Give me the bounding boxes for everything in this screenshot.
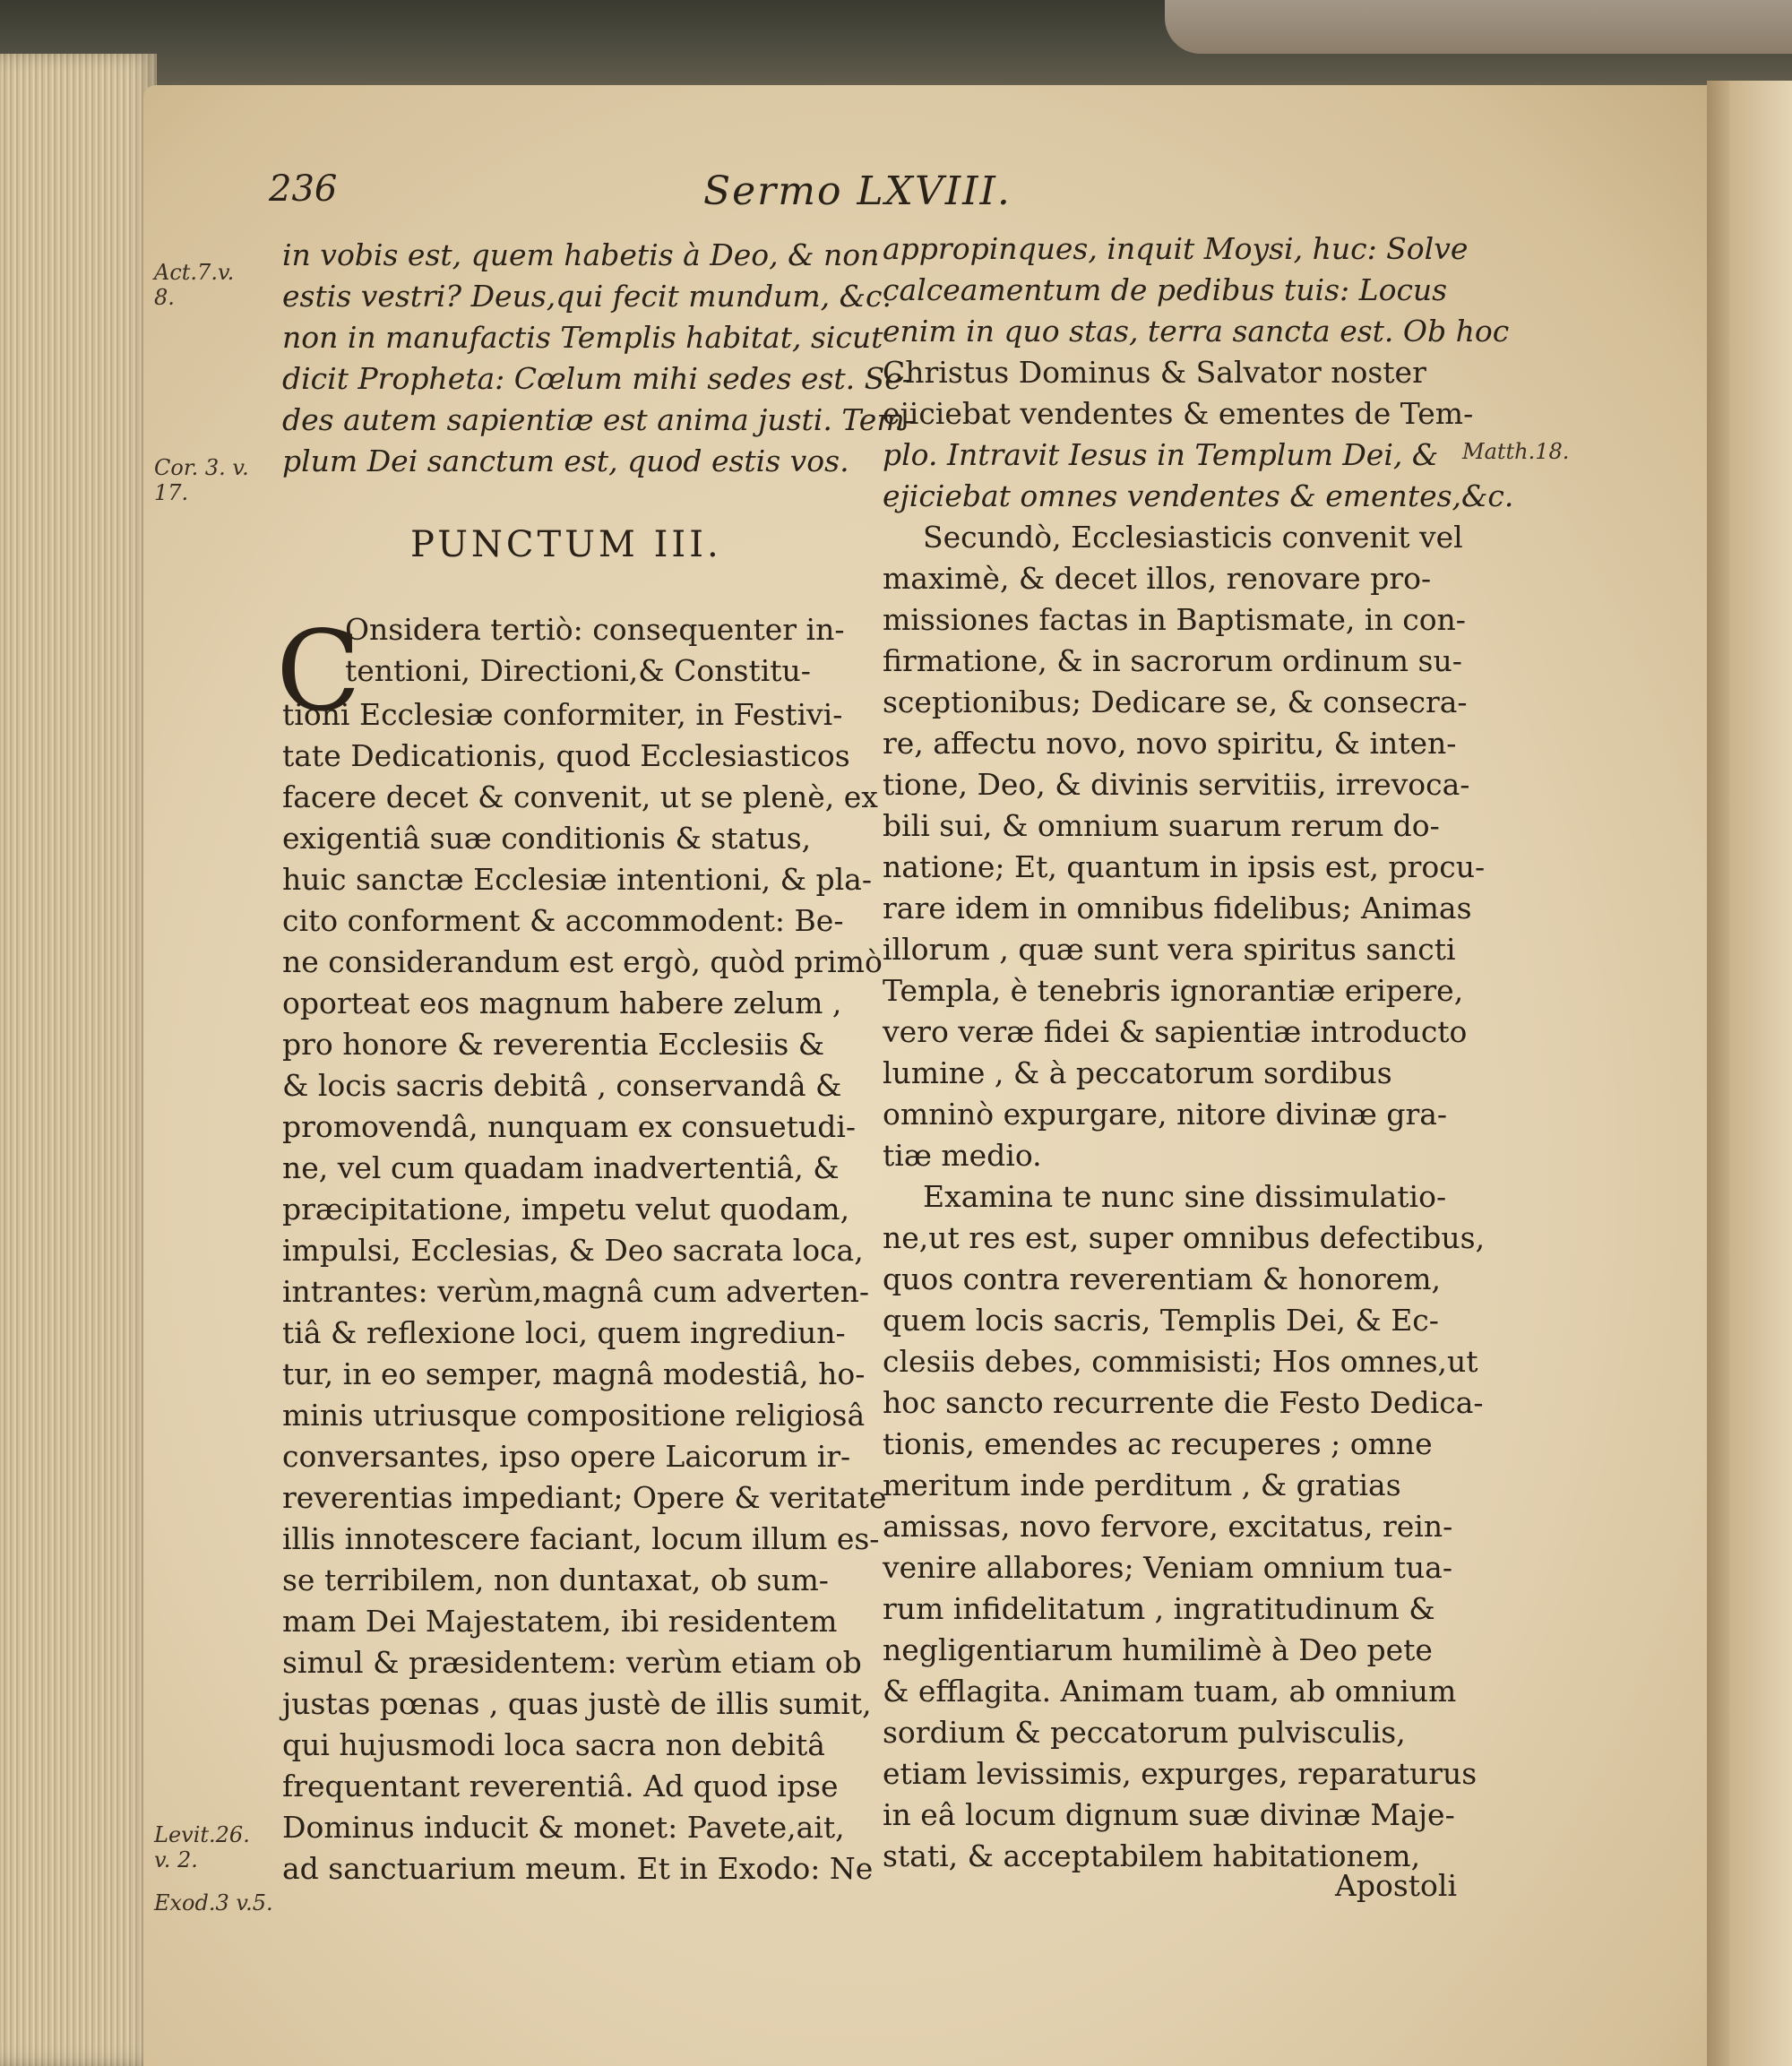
text-line: huic sanctæ Ecclesiæ intentioni, & pla- <box>282 862 872 897</box>
text-line: ejiciebat vendentes & ementes de Tem- <box>883 396 1474 431</box>
text-line: ne,ut res est, super omnibus defectibus, <box>883 1220 1486 1255</box>
text-line: tate Dedicationis, quod Ecclesiasticos <box>282 738 850 773</box>
text-line: des autem sapientiæ est anima justi. Tem- <box>282 402 915 437</box>
text-line: plo. Intravit Iesus in Templum Dei, & <box>883 437 1439 472</box>
text-line: tiæ medio. <box>883 1138 1042 1173</box>
text-line: quem locis sacris, Templis Dei, & Ec- <box>883 1303 1439 1338</box>
text-line: Secundò, Ecclesiasticis convenit vel <box>923 520 1463 555</box>
text-line: se terribilem, non duntaxat, ob sum- <box>282 1562 829 1597</box>
text-line: Onsidera tertiò: consequenter in- <box>345 612 845 647</box>
text-line: dicit Propheta: Cœlum mihi sedes est. Se- <box>282 361 912 396</box>
text-line: etiam levissimis, expurges, reparaturus <box>883 1756 1478 1791</box>
text-line: negligentiarum humilimè à Deo pete <box>883 1632 1433 1667</box>
text-line: rum infidelitatum , ingratitudinum & <box>883 1591 1435 1626</box>
text-line: Christus Dominus & Salvator noster <box>883 355 1426 390</box>
text-line: Dominus inducit & monet: Pavete,ait, <box>282 1810 845 1845</box>
text-line: qui hujusmodi loca sacra non debitâ <box>282 1727 825 1762</box>
text-line: illis innotescere faciant, locum illum es- <box>282 1521 880 1556</box>
text-line: venire allabores; Veniam omnium tua- <box>883 1550 1453 1585</box>
right-column-body <box>883 228 1514 1877</box>
text-line: tiâ & reflexione loci, quem ingrediun- <box>282 1315 846 1350</box>
text-line: maximè, & decet illos, renovare pro- <box>883 561 1432 596</box>
text-line: ejiciebat omnes vendentes & ementes,&c. <box>883 478 1514 513</box>
text-line: vero veræ fidei & sapientiæ introducto <box>883 1014 1468 1049</box>
text-line: quos contra reverentiam & honorem, <box>883 1261 1441 1296</box>
text-line: hoc sancto recurrente die Festo Dedica- <box>883 1385 1484 1420</box>
text-line: promovendâ, nunquam ex consuetudi- <box>282 1109 857 1144</box>
text-line: reverentias impediant; Opere & veritate <box>282 1480 887 1515</box>
text-line: justas pœnas , quas justè de illis sumit, <box>282 1686 872 1721</box>
text-line: mam Dei Majestatem, ibi residentem <box>282 1604 838 1639</box>
text-line: meritum inde perditum , & gratias <box>883 1468 1401 1502</box>
text-line: tentioni, Directioni,& Constitu- <box>345 653 811 688</box>
facing-page-edge <box>1729 81 1792 2066</box>
text-line: & locis sacris debitâ , conservandâ & <box>282 1068 842 1103</box>
text-line: Examina te nunc sine dissimulatio- <box>923 1179 1447 1214</box>
catchword: Apostoli <box>1335 1868 1457 1903</box>
margin-note-cor: Cor. 3. v. 17. <box>154 455 249 505</box>
text-line: conversantes, ipso opere Laicorum ir- <box>282 1439 851 1474</box>
text-line: sceptionibus; Dedicare se, & consecra- <box>883 684 1468 719</box>
text-line: cito conforment & accommodent: Be- <box>282 903 844 938</box>
text-line: calceamentum de pedibus tuis: Locus <box>883 272 1448 307</box>
text-line: Templa, è tenebris ignorantiæ eripere, <box>883 973 1464 1008</box>
text-line: ne considerandum est ergò, quòd primò <box>282 944 883 979</box>
text-line: sordium & peccatorum pulvisculis, <box>883 1715 1406 1750</box>
text-line: plum Dei sanctum est, quod estis vos. <box>282 443 849 478</box>
text-line: impulsi, Ecclesias, & Deo sacrata loca, <box>282 1233 864 1268</box>
text-line: lumine , & à peccatorum sordibus <box>883 1055 1392 1090</box>
text-line: ad sanctuarium meum. Et in Exodo: Ne <box>282 1851 874 1886</box>
drop-capital: C <box>276 607 361 736</box>
text-line: tioni Ecclesiæ conformiter, in Festivi- <box>282 697 843 732</box>
section-heading: PUNCTUM III. <box>410 524 722 565</box>
text-line: clesiis debes, commisisti; Hos omnes,ut <box>883 1344 1478 1379</box>
text-line: tione, Deo, & divinis servitiis, irrevoca- <box>883 767 1470 802</box>
margin-note-act: Act.7.v. 8. <box>154 260 235 310</box>
text-line: oporteat eos magnum habere zelum , <box>282 986 842 1020</box>
text-line: facere decet & convenit, ut se plenè, ex <box>282 779 878 814</box>
text-line: pro honore & reverentia Ecclesiis & <box>282 1027 825 1062</box>
margin-note-exod: Exod.3 v.5. <box>154 1890 273 1915</box>
text-line: estis vestri? Deus,qui fecit mundum, &c. <box>282 279 892 314</box>
text-line: enim in quo stas, terra sancta est. Ob hoc <box>883 314 1510 349</box>
margin-note-levit: Levit.26. v. 2. <box>154 1822 250 1872</box>
text-line: stati, & acceptabilem habitationem, <box>883 1838 1421 1873</box>
text-line: natione; Et, quantum in ipsis est, procu- <box>883 849 1486 884</box>
page-number: 236 <box>269 168 338 210</box>
page-edges-left <box>0 54 157 2066</box>
text-line: tionis, emendes ac recuperes ; omne <box>883 1426 1433 1461</box>
leather-binding <box>1165 0 1792 54</box>
text-line: in vobis est, quem habetis à Deo, & non <box>282 237 880 272</box>
text-line: ne, vel cum quadam inadvertentiâ, & <box>282 1150 840 1185</box>
margin-note-matth: Matth.18. <box>1462 439 1570 464</box>
text-line: exigentiâ suæ conditionis & status, <box>282 821 812 856</box>
text-line: & efflagita. Animam tuam, ab omnium <box>883 1674 1457 1709</box>
text-line: in eâ locum dignum suæ divinæ Maje- <box>883 1797 1455 1832</box>
text-line: bili sui, & omnium suarum rerum do- <box>883 808 1440 843</box>
text-line: minis utriusque compositione religiosâ <box>282 1398 866 1433</box>
left-column-quote <box>282 235 915 482</box>
text-line: rare idem in omnibus fidelibus; Animas <box>883 891 1472 925</box>
text-line: non in manufactis Templis habitat, sicut <box>282 320 883 355</box>
text-line: amissas, novo fervore, excitatus, rein- <box>883 1509 1453 1544</box>
text-line: appropinques, inquit Moysi, huc: Solve <box>883 231 1469 266</box>
text-line: firmatione, & in sacrorum ordinum su- <box>883 643 1462 678</box>
left-column-body <box>282 694 887 1890</box>
text-line: omninò expurgare, nitore divinæ gra- <box>883 1097 1448 1132</box>
running-head: Sermo LXVIII. <box>703 168 1012 214</box>
text-line: re, affectu novo, novo spiritu, & inten- <box>883 726 1457 761</box>
text-line: præcipitatione, impetu velut quodam, <box>282 1192 850 1227</box>
text-line: simul & præsidentem: verùm etiam ob <box>282 1645 862 1680</box>
text-line: missiones factas in Baptismate, in con- <box>883 602 1466 637</box>
left-column-text <box>282 609 865 692</box>
text-line: illorum , quæ sunt vera spiritus sancti <box>883 932 1456 967</box>
text-line: intrantes: verùm,magnâ cum adverten- <box>282 1274 870 1309</box>
text-line: tur, in eo semper, magnâ modestiâ, ho- <box>282 1356 866 1391</box>
text-line: frequentant reverentiâ. Ad quod ipse <box>282 1769 839 1803</box>
